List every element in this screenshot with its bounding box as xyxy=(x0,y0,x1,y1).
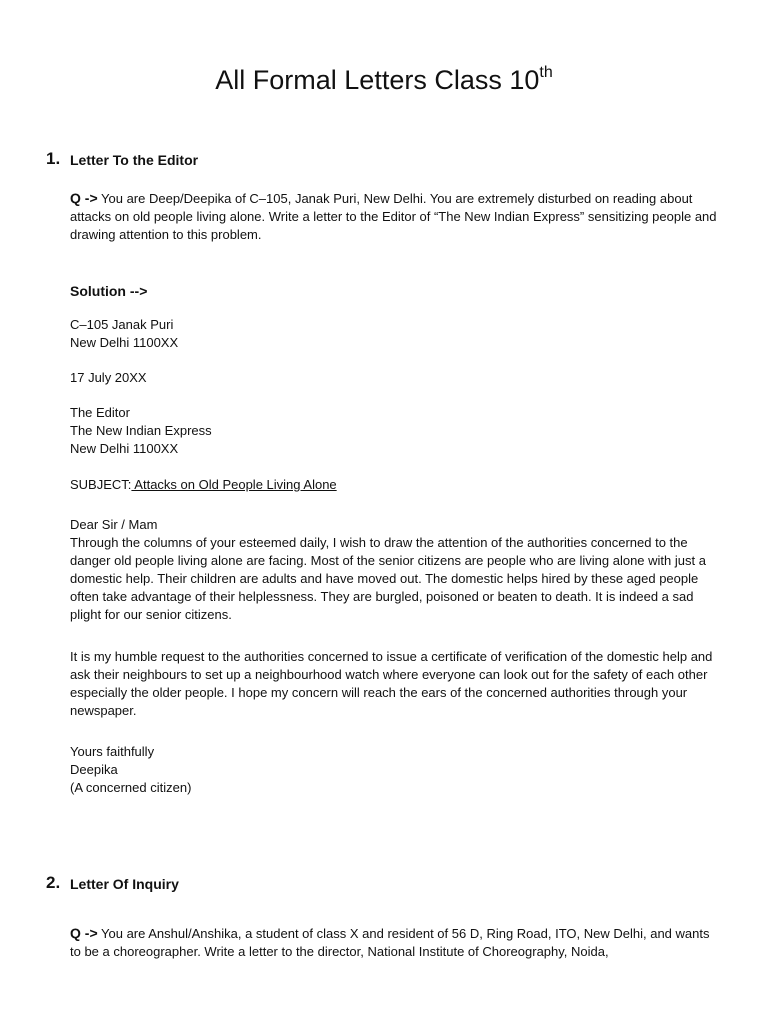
sender-address-line: New Delhi 1100XX xyxy=(70,335,179,350)
receiver-address-line: New Delhi 1100XX xyxy=(70,441,179,456)
receiver-address-line: The Editor xyxy=(70,405,130,420)
letter-date: 17 July 20XX xyxy=(70,370,147,385)
body-paragraph-1: Through the columns of your esteemed daily, I wish to draw the attention of the authorities concerned to the danger old people living alone are facing. Most of the senior citizens are people who are living alone with just a domestic help. Their children are adults and have moved out. The domestic helps hired by these aged people often take advantage of their helplessness. They are burgled, poisoned or beaten to death. It is indeed a sad plight for our senior citizens. xyxy=(70,535,706,622)
salutation: Dear Sir / Mam xyxy=(70,517,158,532)
question-marker: Q -> xyxy=(70,925,98,941)
section-2-heading: Letter Of Inquiry xyxy=(70,876,179,892)
subject-label: SUBJECT: xyxy=(70,477,132,492)
question-text: You are Deep/Deepika of C–105, Janak Puri, New Delhi. You are extremely disturbed on reading about attacks on old people living alone. Write a letter to the Editor of “The New Indian Express” sensitizing people and drawing attention to this problem. xyxy=(70,191,717,242)
receiver-address-line: The New Indian Express xyxy=(70,423,212,438)
closing-line: Yours faithfully xyxy=(70,744,155,759)
section-1-question xyxy=(70,189,720,244)
solution-label: Solution --> xyxy=(70,283,148,299)
section-2-number: 2. xyxy=(46,873,61,892)
sender-address-line: C–105 Janak Puri xyxy=(70,317,174,332)
page-title-superscript: th xyxy=(539,64,553,82)
question-text: You are Anshul/Anshika, a student of class X and resident of 56 D, Ring Road, ITO, New Delhi, and wants to be a choreographer. Write a letter to the director, National Institute of Choreography, Noida, xyxy=(70,926,710,959)
receiver-address xyxy=(70,404,720,458)
page-title xyxy=(0,62,768,98)
page-title-text: All Formal Letters Class 10 xyxy=(215,65,540,96)
section-1-number: 1. xyxy=(46,149,61,168)
signature-designation: (A concerned citizen) xyxy=(70,780,192,795)
subject-text: Attacks on Old People Living Alone xyxy=(131,477,337,492)
question-marker: Q -> xyxy=(70,190,98,206)
section-1-heading: Letter To the Editor xyxy=(70,152,199,168)
subject-line xyxy=(70,476,720,494)
closing-block xyxy=(70,743,720,797)
sender-address xyxy=(70,316,720,352)
signature-name: Deepika xyxy=(70,762,118,777)
section-2-question xyxy=(70,924,722,961)
body-paragraph-2: It is my humble request to the authorities concerned to issue a certificate of verification of the domestic help and ask their neighbours to set up a neighbourhood watch where everyone can look out for the safety of each other especially the older people. I hope my concern will reach the ears of the concerned authorities through your newspaper. xyxy=(70,649,713,718)
